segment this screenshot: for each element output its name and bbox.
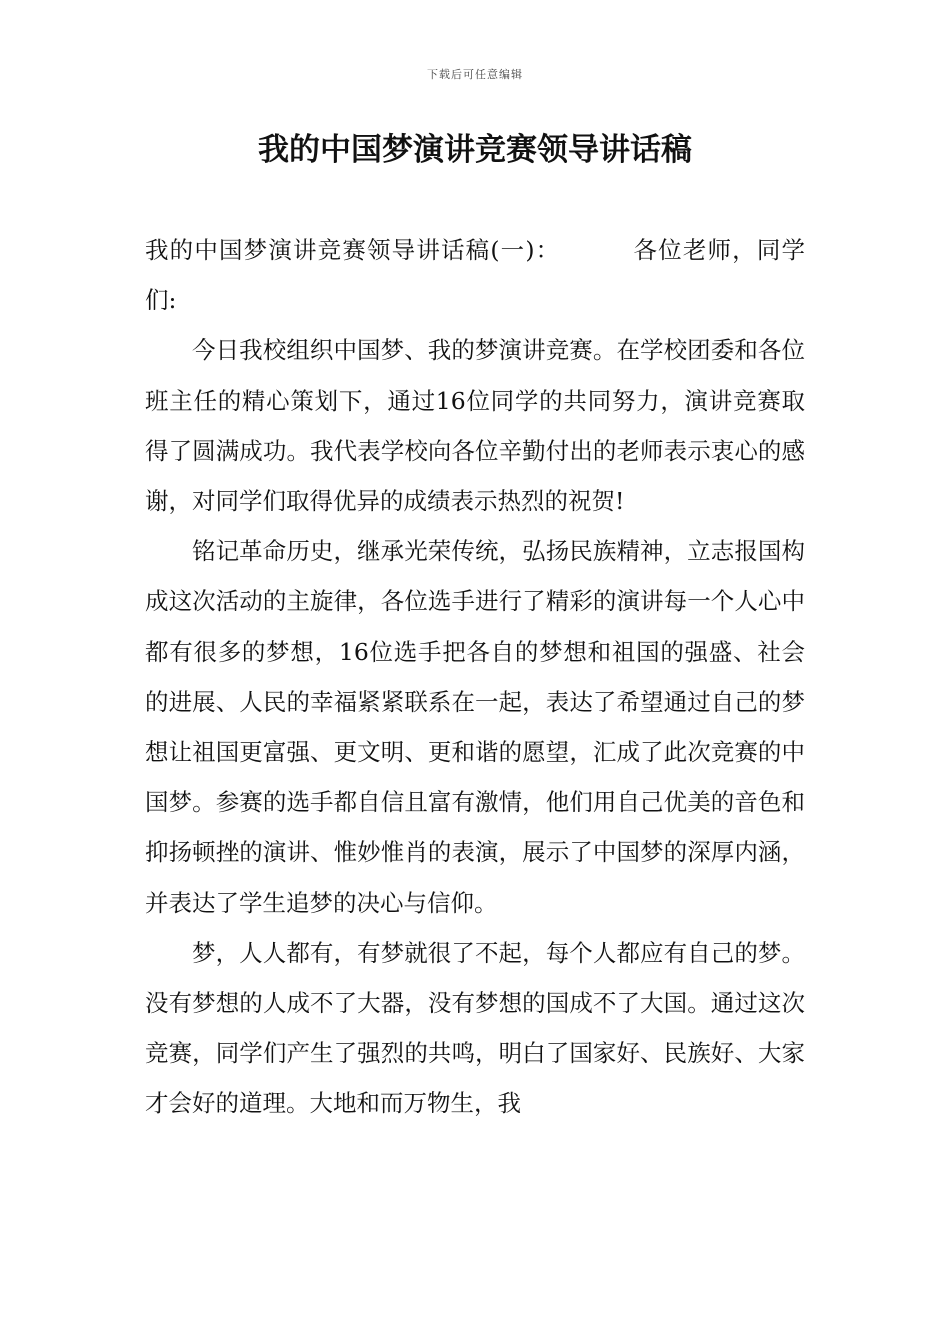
document-body bbox=[145, 225, 805, 1129]
body-paragraph-3: 梦，人人都有，有梦就很了不起，每个人都应有自己的梦。没有梦想的人成不了大器，没有梦想的国成不了大国。通过这次竞赛，同学们产生了强烈的共鸣，明白了国家好、民族好、大家才会好的道理。大地和而万物生，我 bbox=[145, 938, 805, 1118]
intro-paragraph bbox=[145, 225, 805, 325]
salutation: 各位老师，同学们: bbox=[145, 236, 806, 315]
intro-heading: 我的中国梦演讲竞赛领导讲话稿(一)： bbox=[145, 236, 561, 264]
header-note: 下载后可任意编辑 bbox=[427, 68, 523, 81]
body-paragraph-2: 铭记革命历史，继承光荣传统，弘扬民族精神，立志报国构成这次活动的主旋律，各位选手进行了精彩的演讲每一个人心中都有很多的梦想，16位选手把各自的梦想和祖国的强盛、社会的进展、人民的幸福紧紧联系在一起，表达了希望通过自己的梦想让祖国更富强、更文明、更和谐的愿望，汇成了此次竞赛的中国梦。参赛的选手都自信且富有激情，他们用自己优美的音色和抑扬顿挫的演讲、惟妙惟肖的表演，展示了中国梦的深厚内涵，并表达了学生追梦的决心与信仰。 bbox=[145, 537, 805, 917]
body-paragraph-1: 今日我校组织中国梦、我的梦演讲竞赛。在学校团委和各位班主任的精心策划下，通过16位同学的共同努力，演讲竞赛取得了圆满成功。我代表学校向各位辛勤付出的老师表示衷心的感谢，对同学们取得优异的成绩表示热烈的祝贺! bbox=[145, 336, 805, 516]
document-title: 我的中国梦演讲竞赛领导讲话稿 bbox=[258, 132, 692, 168]
